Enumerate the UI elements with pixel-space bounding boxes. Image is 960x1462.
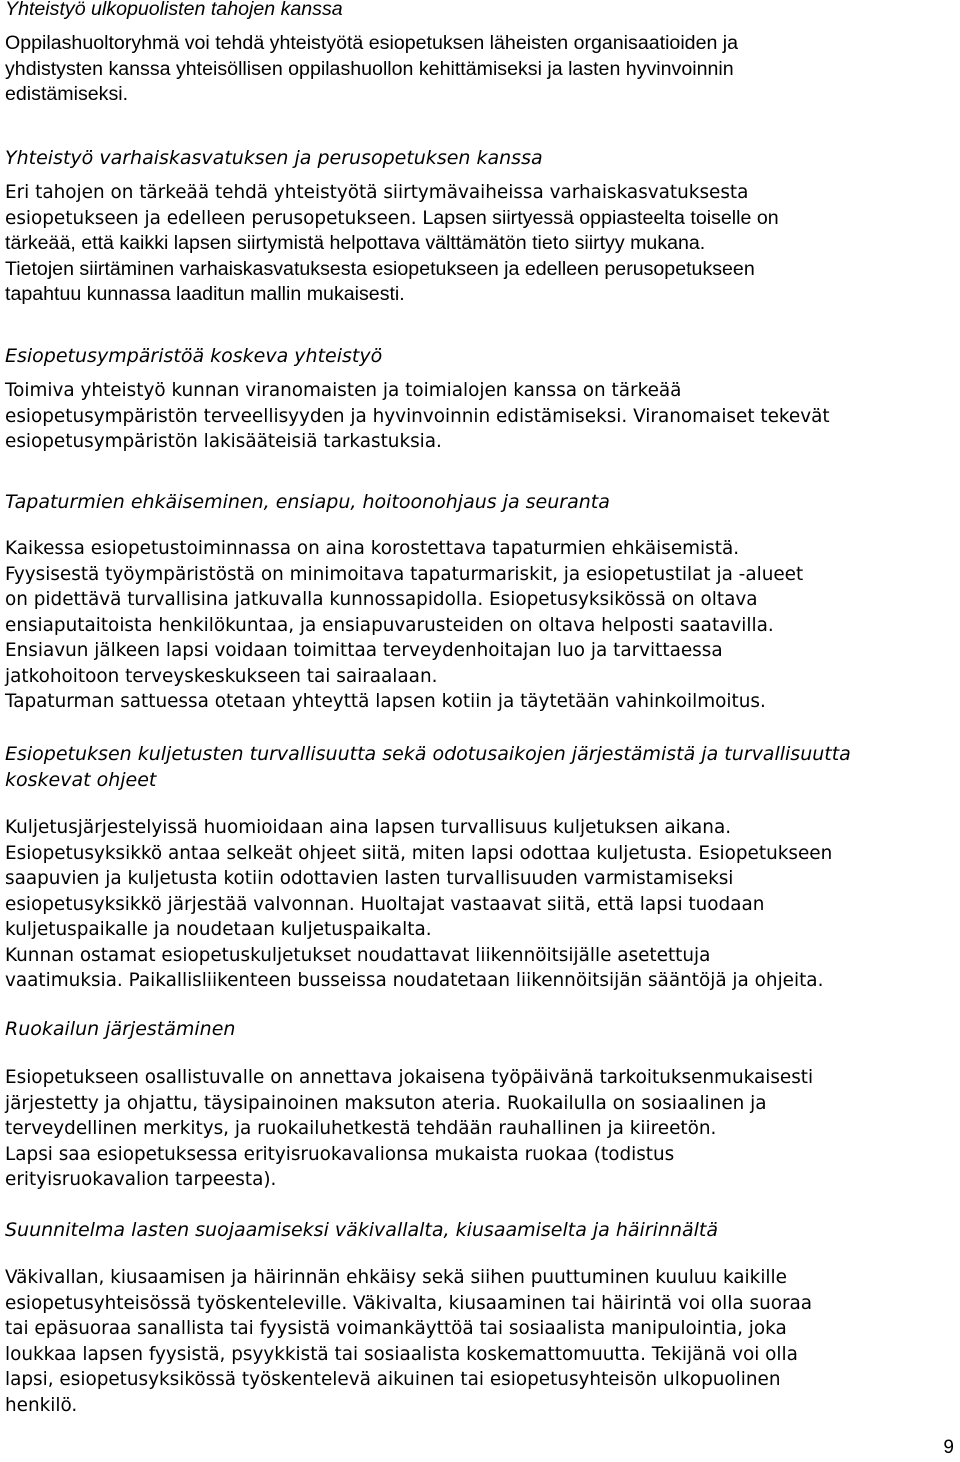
- section-heading-accident-prevention: Tapaturmien ehkäiseminen, ensiapu, hoitoonohjaus ja seuranta: [5, 491, 610, 513]
- text-line: Kaikessa esiopetustoiminnassa on aina korostettava tapaturmien ehkäisemistä.: [5, 538, 740, 559]
- heading-line: koskevat ohjeet: [5, 768, 157, 791]
- text-line: esiopetusympäristön terveellisyyden ja hyvinvoinnin edistämiseksi. Viranomaiset tekevät: [5, 405, 830, 427]
- section-body-meals: [5, 1065, 957, 1193]
- text-line: lapsi, esiopetusyksikössä työskentelevä aikuinen tai esiopetusyhteisön ulkopuolinen: [5, 1369, 781, 1390]
- heading-line: Esiopetuksen kuljetusten turvallisuutta sekä odotusaikojen järjestämistä ja turvallisuutta: [5, 743, 851, 765]
- text-line: Kuljetusjärjestelyissä huomioidaan aina lapsen turvallisuus kuljetuksen aikana.: [5, 817, 732, 838]
- text-line: Tapaturman sattuessa otetaan yhteyttä lapsen kotiin ja täytetään vahinkoilmoitus.: [5, 691, 766, 712]
- text-line: kuljetuspaikalle ja noudetaan kuljetuspaikalta.: [5, 919, 432, 940]
- text-line: Toimiva yhteistyö kunnan viranomaisten ja toimialojen kanssa on tärkeää: [5, 380, 682, 401]
- text-line: vaatimuksia. Paikallisliikenteen busseissa noudatetaan liikennöitsijän sääntöjä ja ohjeita.: [5, 970, 824, 991]
- text-line: Eri tahojen on tärkeää tehdä yhteistyötä siirtymävaiheissa varhaiskasvatuksesta: [5, 182, 749, 203]
- section-body-external-cooperation: [5, 31, 957, 108]
- text-line: Oppilashuoltoryhmä voi tehdä yhteistyötä esiopetuksen läheisten organisaatioiden ja: [5, 32, 739, 54]
- text-line: Lapsi saa esiopetuksessa erityisruokavalionsa mukaista ruokaa (todistus: [5, 1143, 675, 1165]
- text-line: Kunnan ostamat esiopetuskuljetukset noudattavat liikennöitsijälle asetettuja: [5, 944, 711, 966]
- section-body-early-education-cooperation: [5, 180, 957, 308]
- text-line: on pidettävä turvallisina jatkuvalla kunnossapidolla. Esiopetusyksikössä on oltava: [5, 589, 758, 610]
- section-heading-transport-safety: [5, 742, 957, 793]
- text-line: Esiopetukseen osallistuvalle on annettava jokaisena työpäivänä tarkoituksenmukaisesti: [5, 1067, 814, 1088]
- section-heading-meals: Ruokailun järjestäminen: [5, 1018, 236, 1040]
- section-body-violence-protection: [5, 1265, 957, 1418]
- text-line: tärkeää, että kaikki lapsen siirtymistä helpottava välttämätön tieto siirtyy mukana.: [5, 232, 706, 254]
- text-line: jatkohoitoon terveyskeskukseen tai sairaalaan.: [5, 665, 438, 687]
- text-line: loukkaa lapsen fyysistä, psyykkistä tai sosiaalista koskemattomuutta. Tekijänä voi olla: [5, 1343, 798, 1365]
- section-body-accident-prevention: [5, 536, 957, 715]
- text-line: erityisruokavalion tarpeesta).: [5, 1169, 277, 1190]
- text-line: esiopetusyksikkö järjestää valvonnan. Huoltajat vastaavat siitä, että lapsi tuodaan: [5, 893, 765, 915]
- text-line: esiopetusympäristön lakisääteisiä tarkastuksia.: [5, 431, 442, 452]
- section-body-transport-safety: [5, 815, 957, 994]
- section-heading-external-cooperation: Yhteistyö ulkopuolisten tahojen kanssa: [5, 0, 343, 20]
- text-line: Esiopetusyksikkö antaa selkeät ohjeet siitä, miten lapsi odottaa kuljetusta. Esiopetukseen: [5, 842, 833, 864]
- section-heading-early-education-cooperation: Yhteistyö varhaiskasvatuksen ja perusopetuksen kanssa: [5, 147, 543, 169]
- text-line: tai epäsuoraa sanallista tai fyysistä voimankäyttöä tai sosiaalista manipulointia, joka: [5, 1318, 787, 1339]
- text-line: Fyysisestä työympäristöstä on minimoitava tapaturmariskit, ja esiopetustilat ja -alueet: [5, 563, 804, 585]
- section-heading-violence-protection: Suunnitelma lasten suojaamiseksi väkivallalta, kiusaamiselta ja häirinnältä: [5, 1219, 719, 1241]
- text-line: yhdistysten kanssa yhteisöllisen oppilashuollon kehittämiseksi ja lasten hyvinvoinnin: [5, 57, 734, 80]
- text-line: saapuvien ja kuljetusta kotiin odottavien lasten turvallisuuden varmistamiseksi: [5, 868, 734, 889]
- text-fragment: esiopetukseen ja edelleen perusopetukseen.: [5, 207, 423, 229]
- text-line: terveydellinen merkitys, ja ruokailuhetkestä tehdään rauhallinen ja kiireetön.: [5, 1118, 717, 1139]
- page-number: 9: [943, 1437, 954, 1458]
- text-line: Tietojen siirtäminen varhaiskasvatuksesta esiopetukseen ja edelleen perusopetukseen: [5, 257, 755, 280]
- text-line: Ensiavun jälkeen lapsi voidaan toimittaa terveydenhoitajan luo ja tarvittaessa: [5, 640, 723, 661]
- text-line: [5, 206, 957, 232]
- text-line: ensiaputaitoista henkilökuntaa, ja ensiapuvarusteiden on oltava helposti saatavilla.: [5, 614, 774, 636]
- text-fragment: Lapsen siirtyessä oppiasteelta toiselle on: [422, 206, 779, 229]
- section-heading-environment-cooperation: Esiopetusympäristöä koskeva yhteistyö: [5, 345, 383, 367]
- section-body-environment-cooperation: [5, 378, 957, 455]
- text-line: Väkivallan, kiusaamisen ja häirinnän ehkäisy sekä siihen puuttuminen kuuluu kaikille: [5, 1267, 787, 1288]
- text-line: edistämiseksi.: [5, 83, 129, 105]
- text-line: esiopetusyhteisössä työskenteleville. Väkivalta, kiusaaminen tai häirintä voi olla suoraa: [5, 1292, 813, 1314]
- text-line: järjestetty ja ohjattu, täysipainoinen maksuton ateria. Ruokailulla on sosiaalinen ja: [5, 1092, 767, 1114]
- text-line: henkilö.: [5, 1394, 78, 1416]
- text-line: tapahtuu kunnassa laaditun mallin mukaisesti.: [5, 283, 405, 305]
